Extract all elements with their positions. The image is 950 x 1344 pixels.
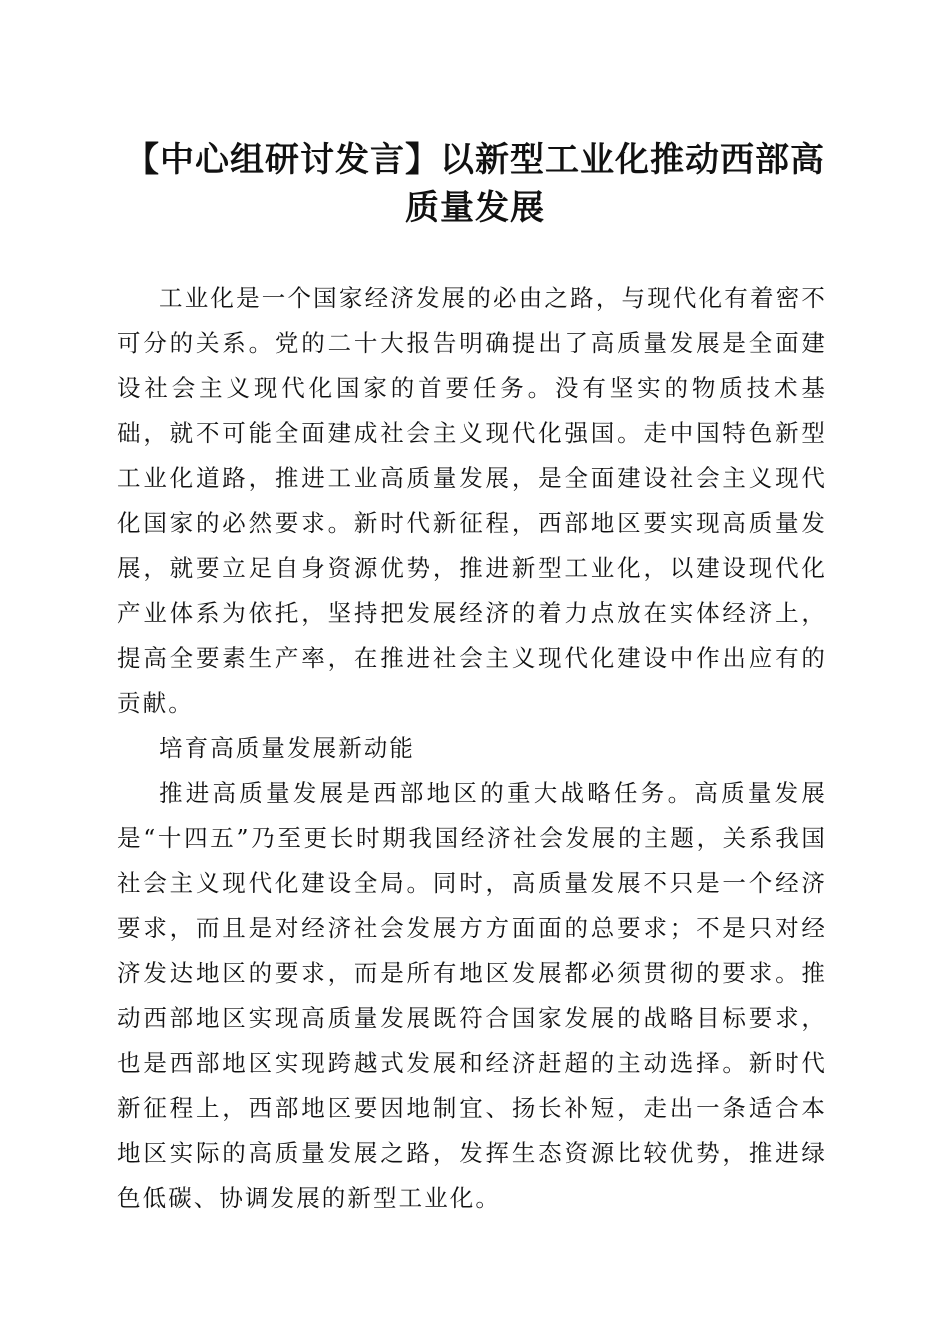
- document-title: 【中心组研讨发言】以新型工业化推动西部高质量发展: [125, 140, 825, 228]
- section-heading: 培育高质量发展新动能: [159, 734, 415, 762]
- body-paragraph: 推进高质量发展是西部地区的重大战略任务。高质量发展是“十四五”乃至更长时期我国经济社会发展的主题，关系我国社会主义现代化建设全局。同时，高质量发展不只是一个经济要求，而且是对经济社会发展方方面面的总要求；不是只对经济发达地区的要求，而是所有地区发展都必须贯彻的要求。推动西部地区实现高质量发展既符合国家发展的战略目标要求，也是西部地区实现跨越式发展和经济赶超的主动选择。新时代新征程上，西部地区要因地制宜、扬长补短，走出一条适合本地区实际的高质量发展之路，发挥生态资源比较优势，推进绿色低碳、协调发展的新型工业化。: [117, 779, 827, 1212]
- document-body: [117, 276, 827, 1221]
- body-paragraph: 工业化是一个国家经济发展的必由之路，与现代化有着密不可分的关系。党的二十大报告明确提出了高质量发展是全面建设社会主义现代化国家的首要任务。没有坚实的物质技术基础，就不可能全面建成社会主义现代化强国。走中国特色新型工业化道路，推进工业高质量发展，是全面建设社会主义现代化国家的必然要求。新时代新征程，西部地区要实现高质量发展，就要立足自身资源优势，推进新型工业化，以建设现代化产业体系为依托，坚持把发展经济的着力点放在实体经济上，提高全要素生产率，在推进社会主义现代化建设中作出应有的贡献。: [117, 284, 827, 717]
